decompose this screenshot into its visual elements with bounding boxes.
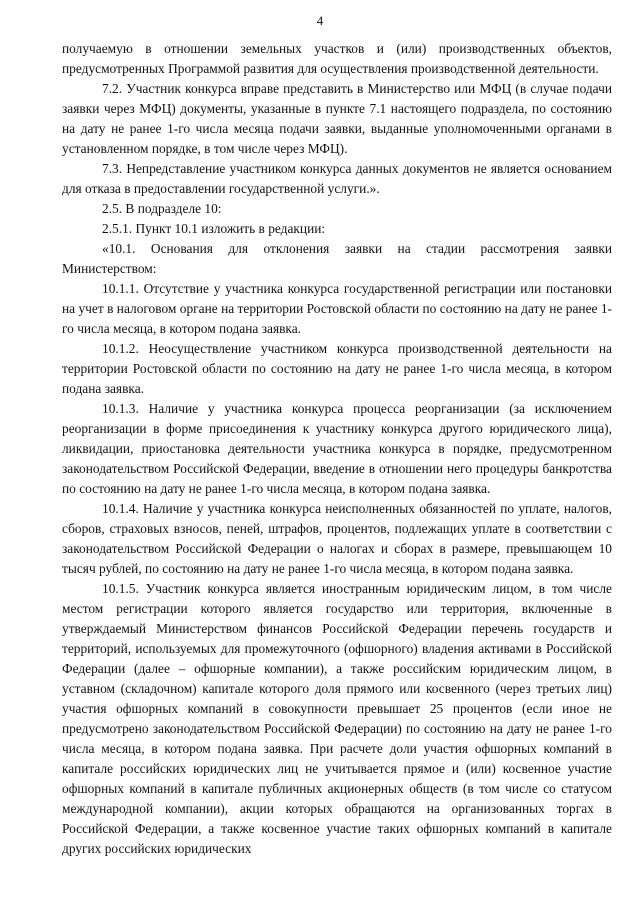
paragraph: «10.1. Основания для отклонения заявки на стадии рассмотрения заявки Министерством: bbox=[62, 241, 612, 276]
paragraph: 10.1.4. Наличие у участника конкурса неисполненных обязанностей по уплате, налогов, сборов, страховых взносов, пеней, штрафов, процентов, подлежащих уплате в соответствии с законодательством Российской Федерации о налогах и сборах в размере, превышающем 10 тысяч рублей, по состоянию на дату не ранее 1-го числа месяца, в котором подана заявка. bbox=[62, 501, 612, 576]
paragraph: 10.1.1. Отсутствие у участника конкурса государственной регистрации или постановки на учет в налоговом органе на территории Ростовской области по состоянию на дату не ранее 1-го числа месяца, в котором подана заявка. bbox=[62, 281, 612, 336]
paragraph: 10.1.5. Участник конкурса является иностранным юридическим лицом, в том числе местом регистрации которого является государство или территория, включенные в утверждаемый Министерством финансов Российской Федерации перечень государств и территорий, используемых для промежуточного (офшорного) владения активами в Российской Федерации (далее – офшорные компании), а также российским юридическим лицом, в уставном (складочном) капитале которого доля прямого или косвенного (через третьих лиц) участия офшорных компаний в совокупности превышает 25 процентов (если иное не предусмотрено законодательством Российской Федерации) по состоянию на дату не ранее 1-го числа месяца, в котором подана заявка. При расчете доли участия офшорных компаний в капитале российских юридических лиц не учитывается прямое и (или) косвенное участие офшорных компаний в капитале публичных акционерных обществ (в том числе со статусом международной компании), акции которых обращаются на организованных торгах в Российской Федерации, а также косвенное участие таких офшорных компаний в капитале других российских юридических bbox=[62, 581, 612, 856]
paragraph: получаемую в отношении земельных участков и (или) производственных объектов, предусмотренных Программой развития для осуществления производственной деятельности. bbox=[62, 41, 612, 76]
paragraph: 7.3. Непредставление участником конкурса данных документов не является основанием для отказа в предоставлении государственной услуги.». bbox=[62, 161, 612, 196]
paragraph: 10.1.2. Неосуществление участником конкурса производственной деятельности на территории Ростовской области по состоянию на дату не ранее 1-го числа месяца, в котором подана заявка. bbox=[62, 341, 612, 396]
paragraph: 2.5.1. Пункт 10.1 изложить в редакции: bbox=[102, 221, 326, 236]
paragraph: 2.5. В подразделе 10: bbox=[102, 201, 222, 216]
document-body bbox=[62, 39, 612, 859]
paragraph: 10.1.3. Наличие у участника конкурса процесса реорганизации (за исключением реорганизации в форме присоединения к участнику конкурса другого юридического лица), ликвидации, приостановка деятельности участника конкурса в порядке, предусмотренном законодательством Российской Федерации, введение в отношении него процедуры банкротства по состоянию на дату не ранее 1-го числа месяца, в котором подана заявка. bbox=[62, 401, 612, 496]
paragraph: 7.2. Участник конкурса вправе представить в Министерство или МФЦ (в случае подачи заявки через МФЦ) документы, указанные в пункте 7.1 настоящего подраздела, по состоянию на дату не ранее 1-го числа месяца подачи заявки, выданные уполномоченными органами в установленном порядке, в том числе через МФЦ). bbox=[62, 81, 612, 156]
page-number: 4 bbox=[316, 13, 324, 28]
